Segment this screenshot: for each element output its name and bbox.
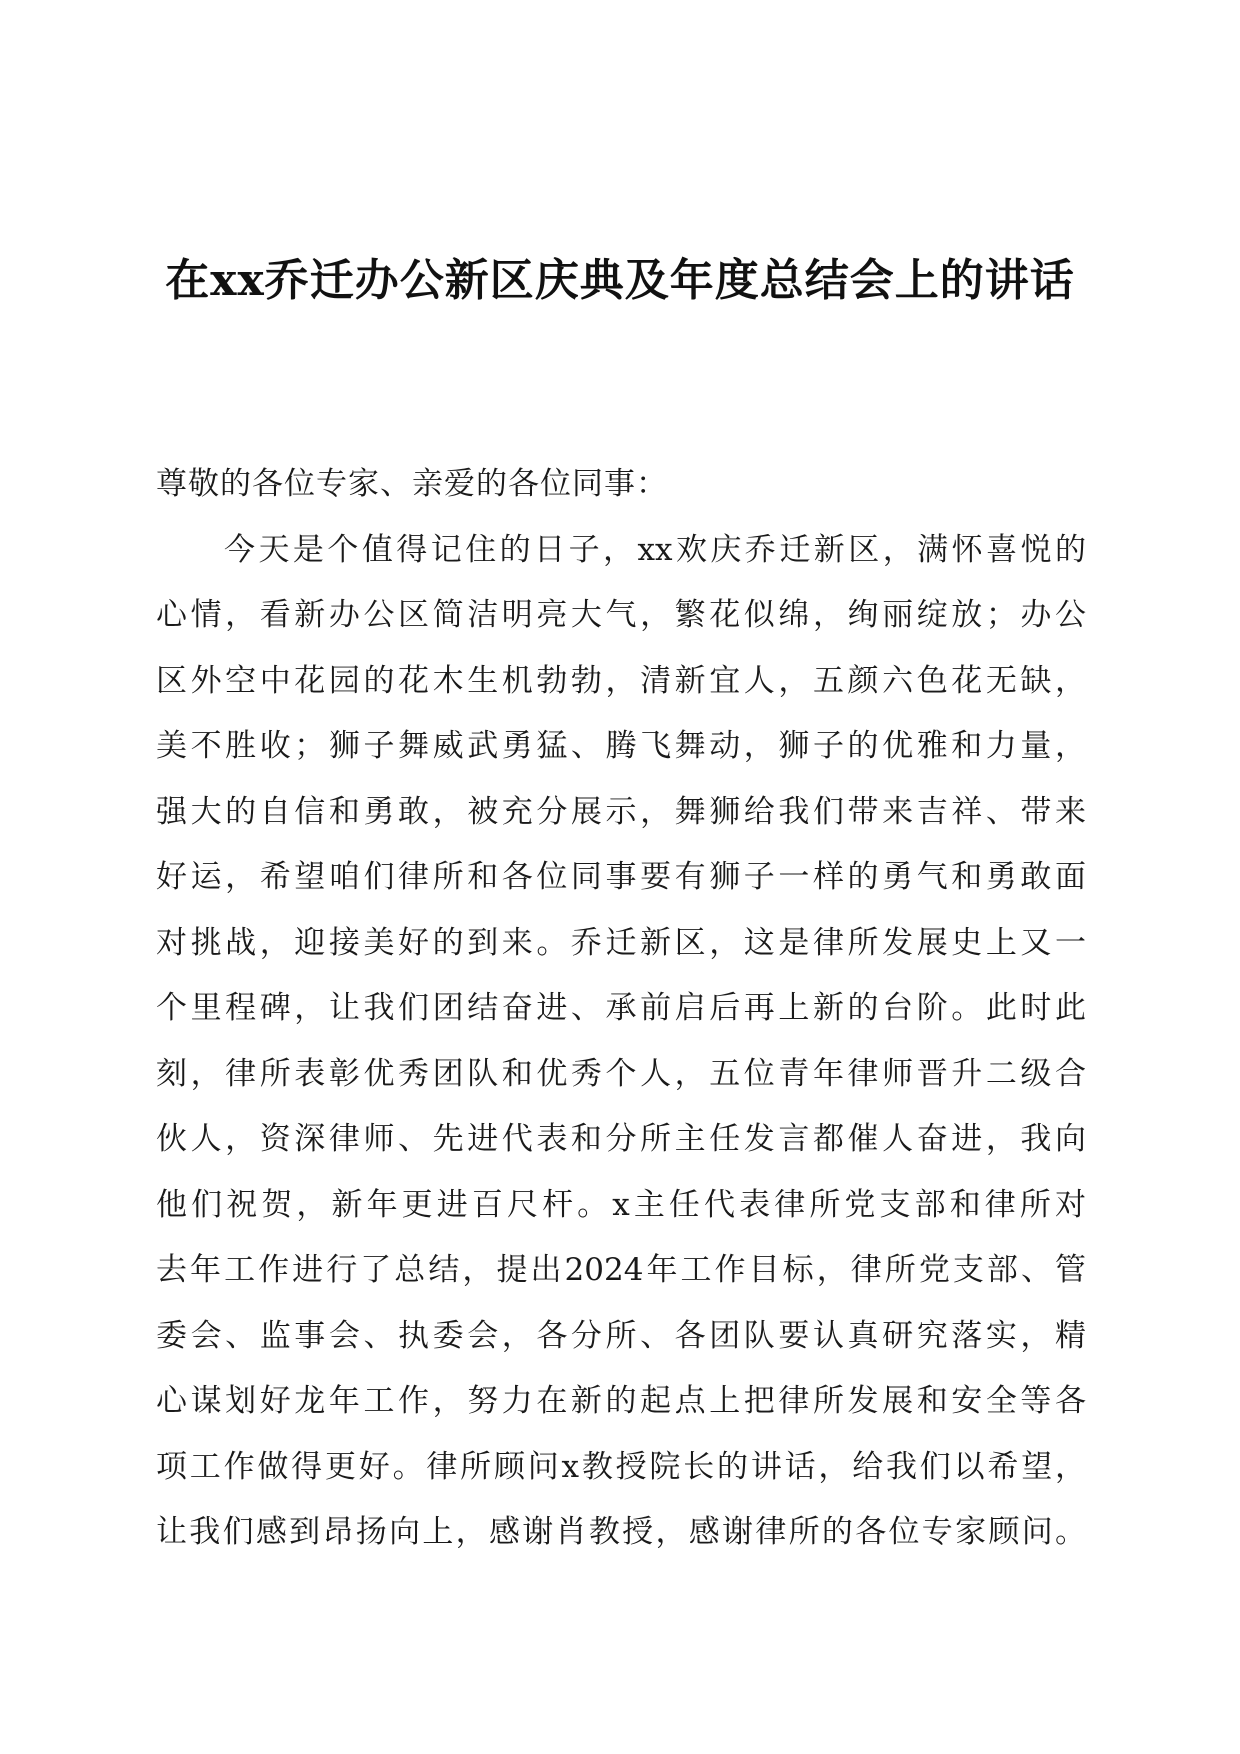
paragraph-line: 委会、监事会、执委会，各分所、各团队要认真研究落实，精 (156, 1317, 1086, 1354)
paragraph-line: 心情，看新办公区简洁明亮大气，繁花似绵，绚丽绽放；办公 (156, 597, 1086, 633)
paragraph-line: 美不胜收；狮子舞威武勇猛、腾飞舞动，狮子的优雅和力量， (156, 728, 1086, 764)
paragraph-line: 心谋划好龙年工作，努力在新的起点上把律所发展和安全等各 (156, 1383, 1086, 1419)
paragraph-line: 好运，希望咱们律所和各位同事要有狮子一样的勇气和勇敢面 (156, 859, 1086, 895)
document-title: 在xx乔迁办公新区庆典及年度总结会上的讲话 (165, 255, 1075, 306)
speech-paragraph (156, 518, 1086, 1566)
paragraph-line: 让我们感到昂扬向上，感谢肖教授，感谢律所的各位专家顾问。 (156, 1514, 1086, 1550)
document-body (156, 452, 1086, 1566)
paragraph-line: 伙人，资深律师、先进代表和分所主任发言都催人奋进，我向 (156, 1121, 1086, 1157)
paragraph-line: 他们祝贺，新年更进百尺杆。x主任代表律所党支部和律所对 (156, 1186, 1086, 1223)
paragraph-line: 去年工作进行了总结，提出2024年工作目标，律所党支部、管 (156, 1252, 1086, 1288)
paragraph-line: 刻，律所表彰优秀团队和优秀个人，五位青年律师晋升二级合 (156, 1055, 1086, 1092)
paragraph-line: 项工作做得更好。律所顾问x教授院长的讲话，给我们以希望， (156, 1448, 1086, 1485)
paragraph-line: 区外空中花园的花木生机勃勃，清新宜人，五颜六色花无缺， (156, 662, 1086, 699)
paragraph-line: 今天是个值得记住的日子，xx欢庆乔迁新区，满怀喜悦的 (224, 531, 1086, 568)
paragraph-line: 对挑战，迎接美好的到来。乔迁新区，这是律所发展史上又一 (156, 924, 1086, 961)
paragraph-line: 个里程碑，让我们团结奋进、承前启后再上新的台阶。此时此 (156, 990, 1086, 1026)
salutation: 尊敬的各位专家、亲爱的各位同事： (156, 466, 668, 502)
paragraph-line: 强大的自信和勇敢，被充分展示，舞狮给我们带来吉祥、带来 (156, 793, 1086, 830)
